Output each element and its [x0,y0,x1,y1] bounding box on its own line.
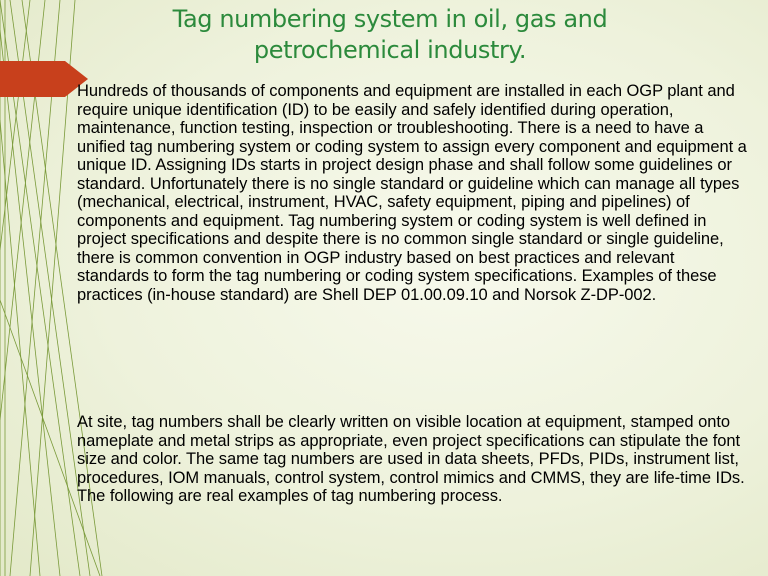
accent-arrow-shape [0,61,88,97]
slide-title: Tag numbering system in oil, gas and petrochemical industry. [172,5,608,64]
body-paragraph-1: Hundreds of thousands of components and equipment are installed in each OGP plant and require unique identification (ID) to be easily and safely identified during operation, maintenance, function testing, inspection or troubleshooting. There is a need to have a unified tag numbering system or coding system to assign every component and equipment a unique ID. Assigning IDs starts in project design phase and shall follow some guidelines or standard. Unfortunately there is no single standard or guideline which can manage all types (mechanical, electrical, instrument, HVAC, safety equipment, piping and pipelines) of components and equipment. Tag numbering system or coding system is well defined in project specifications and despite there is no common single standard or single guideline, there is common convention in OGP industry based on best practices and relevant standards to form the tag numbering or coding system specifications. Examples of these practices (in-house standard) are Shell DEP 01.00.09.10 and Norsok Z-DP-002. [77,82,747,304]
body-paragraph-2: At site, tag numbers shall be clearly written on visible location at equipment, stamped onto nameplate and metal strips as appropriate, even project specifications can stipulate the font size and color. The same tag numbers are used in data sheets, PFDs, PIDs, instrument list, procedures, IOM manuals, control system, control mimics and CMMS, they are life-time IDs. The following are real examples of tag numbering process. [77,413,745,505]
